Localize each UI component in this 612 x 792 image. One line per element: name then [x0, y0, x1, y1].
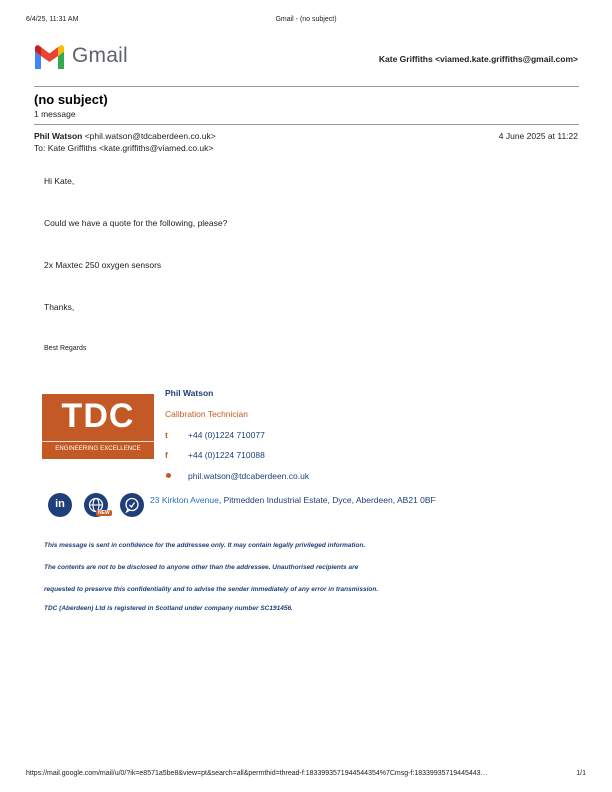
signature-address — [150, 495, 436, 505]
print-footer-url: https://mail.google.com/mail/u/0/?ik=e8571a5be8&view=pt&search=all&permthid=thread-f:1833993571944544354%7Cmsg-f:18339935719445443… — [26, 770, 488, 777]
email-bullet-icon — [166, 473, 171, 478]
sender-email: <phil.watson@tdcaberdeen.co.uk> — [84, 131, 216, 141]
fax-label: f — [165, 450, 168, 460]
linkedin-icon[interactable]: in — [48, 493, 72, 517]
disclaimer-line-3: requested to preserve this confidentiality and to advise the sender immediately of any error in transmission. — [44, 586, 379, 593]
disclaimer-line-1: This message is sent in confidence for the addressee only. It may contain legally privileged information. — [44, 542, 366, 549]
disclaimer-line-2: The contents are not to be disclosed to anyone other than the addressee. Unauthorised recipients are — [44, 564, 359, 571]
body-thanks: Thanks, — [44, 302, 75, 312]
recipient-line: To: Kate Griffiths <kate.griffiths@viamed.co.uk> — [34, 143, 214, 153]
address-street-link[interactable]: 23 Kirkton Avenue — [150, 495, 219, 505]
print-datetime: 6/4/25, 11:31 AM — [26, 16, 79, 23]
subject-divider — [34, 124, 579, 125]
signature-role: Calibration Technician — [165, 409, 249, 419]
sender-name: Phil Watson — [34, 131, 83, 141]
message-date: 4 June 2025 at 11:22 — [498, 131, 578, 141]
gmail-wordmark: Gmail — [72, 44, 128, 67]
header-divider — [34, 86, 579, 87]
signature-email-link[interactable]: phil.watson@tdcaberdeen.co.uk — [188, 471, 310, 481]
body-greeting: Hi Kate, — [44, 176, 75, 186]
print-page-number: 1/1 — [576, 770, 586, 777]
print-title: Gmail - (no subject) — [275, 16, 337, 23]
disclaimer-line-4: TDC (Aberdeen) Ltd is registered in Scotland under company number SC191456. — [44, 605, 293, 612]
signature-phone[interactable]: +44 (0)1224 710077 — [188, 430, 265, 440]
tdc-logo-tagline: ENGINEERING EXCELLENCE — [55, 446, 141, 452]
sender-line — [34, 131, 216, 141]
phone-label: t — [165, 430, 168, 440]
testimonial-icon[interactable] — [120, 493, 144, 517]
tdc-logo-text: TDC — [61, 397, 135, 435]
speech-bubble-icon — [120, 493, 144, 517]
signature-name: Phil Watson — [165, 388, 214, 398]
thread-subject: (no subject) — [34, 92, 108, 107]
tdc-logo-rule — [42, 441, 154, 442]
tdc-logo — [42, 394, 154, 459]
gmail-logo-icon — [33, 44, 66, 69]
body-item: 2x Maxtec 250 oxygen sensors — [44, 260, 162, 270]
body-request: Could we have a quote for the following, please? — [44, 218, 228, 228]
signature-fax: +44 (0)1224 710088 — [188, 450, 265, 460]
account-email: Kate Griffiths <viamed.kate.griffiths@gmail.com> — [378, 54, 578, 64]
body-regards: Best Regards — [44, 345, 87, 352]
message-count: 1 message — [34, 109, 76, 119]
address-rest: , Pitmedden Industrial Estate, Dyce, Aberdeen, AB21 0BF — [218, 495, 436, 505]
new-badge: NEW — [98, 510, 110, 516]
